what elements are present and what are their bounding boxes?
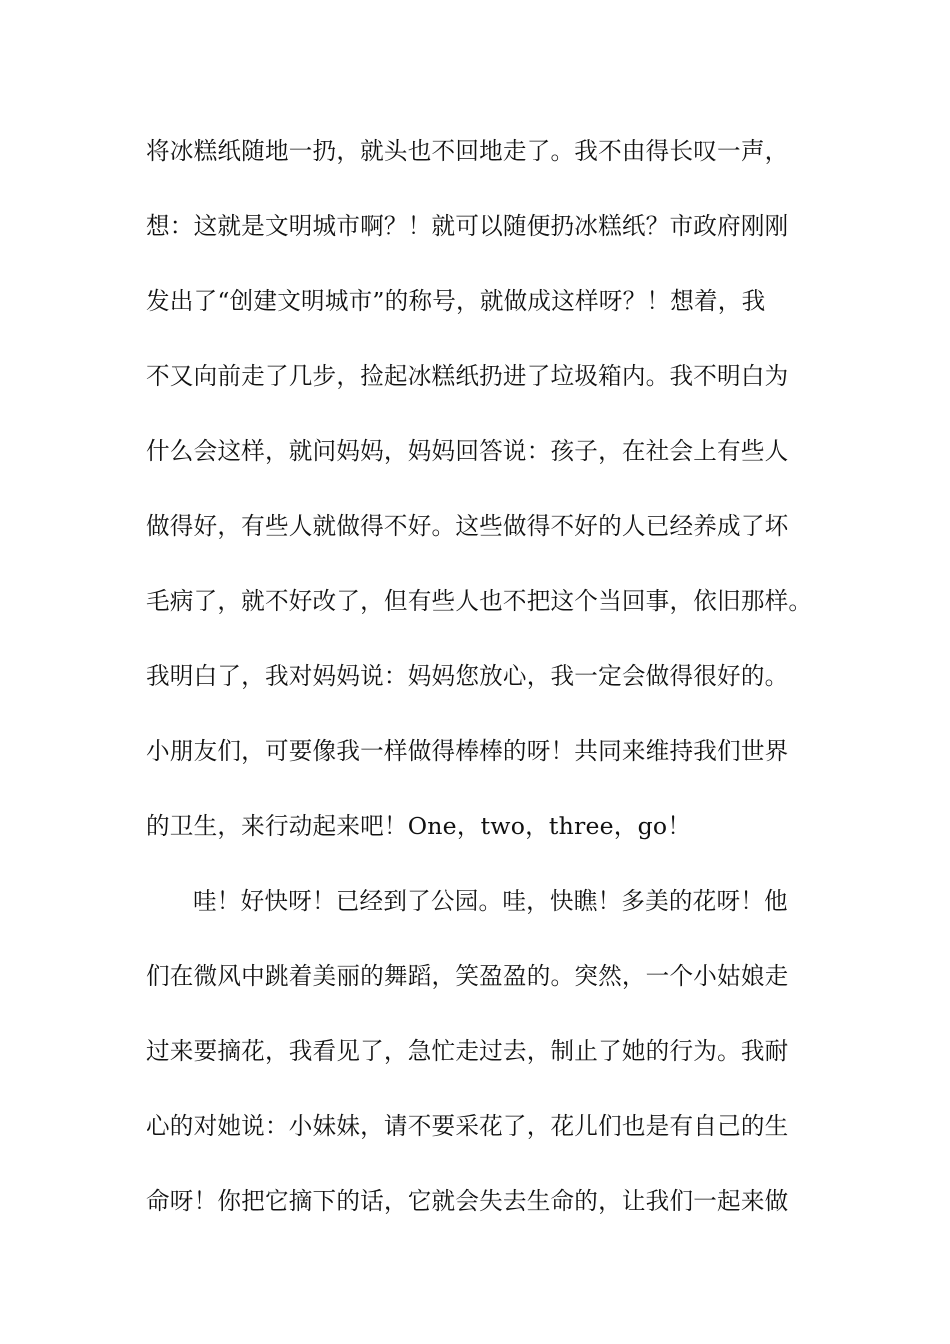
text-line-10: 的卫生，来行动起来吧！One，two，three，go！ — [146, 812, 692, 840]
text-line-13: 过来要摘花，我看见了，急忙走过去，制止了她的行为。我耐 — [146, 1037, 789, 1065]
text-line-4: 不又向前走了几步，捡起冰糕纸扔进了垃圾箱内。我不明白为 — [146, 362, 789, 390]
text-line-9: 小朋友们，可要像我一样做得棒棒的呀！共同来维持我们世界 — [146, 737, 789, 765]
text-line-2: 想：这就是文明城市啊？！就可以随便扔冰糕纸？市政府刚刚 — [146, 212, 789, 240]
text-line-1: 将冰糕纸随地一扔，就头也不回地走了。我不由得长叹一声， — [146, 137, 789, 165]
text-line-6: 做得好，有些人就做得不好。这些做得不好的人已经养成了坏 — [146, 512, 789, 540]
body-text — [146, 128, 846, 1253]
text-line-15: 命呀！你把它摘下的话，它就会失去生命的，让我们一起来做 — [146, 1187, 789, 1215]
text-line-5: 什么会这样，就问妈妈，妈妈回答说：孩子，在社会上有些人 — [146, 437, 789, 465]
text-line-3: 发出了“创建文明城市”的称号，就做成这样呀？！想着，我 — [146, 287, 766, 315]
text-line-7: 毛病了，就不好改了，但有些人也不把这个当回事，依旧那样。 — [146, 587, 813, 615]
paragraph-start-line: 哇！好快呀！已经到了公园。哇，快瞧！多美的花呀！他 — [193, 887, 788, 915]
text-line-14: 心的对她说：小妹妹，请不要采花了，花儿们也是有自己的生 — [146, 1112, 789, 1140]
text-line-8: 我明白了，我对妈妈说：妈妈您放心，我一定会做得很好的。 — [146, 662, 789, 690]
text-line-12: 们在微风中跳着美丽的舞蹈，笑盈盈的。突然，一个小姑娘走 — [146, 962, 789, 990]
